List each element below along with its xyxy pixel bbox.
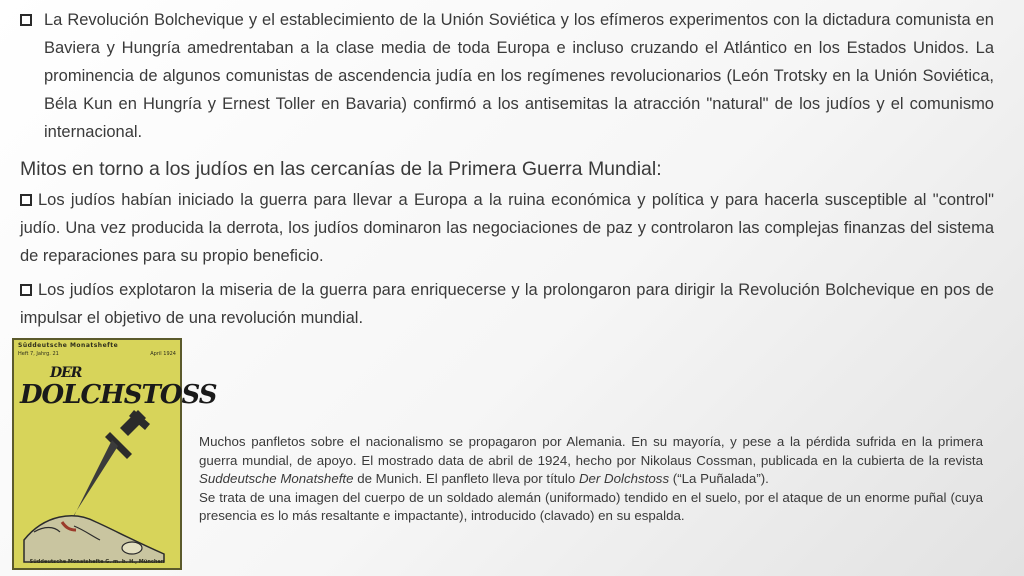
caption-text: (“La Puñalada”). <box>669 471 769 487</box>
paragraph-text: La Revolución Bolchevique y el establecimiento de la Unión Soviética y los efímeros experimentos con la dictadura comunista en Baviera y Hungría amedrentaban a la clase media de toda Europa e incluso cruzando el Atlántico en los Estados Unidos. La prominencia de algunos comunistas de ascendencia judía en los regímenes revolucionarios (León Trotsky en la Unión Soviética, Béla Kun en Hungría y Ernest Toller en Bavaria) confirmó a los antisemitas la atracción "natural" de los judíos y el comunismo internacional. <box>44 11 994 141</box>
image-caption <box>199 433 983 526</box>
poster-footer: Süddeutsche Monatshefte G. m. b. H., München <box>29 559 165 565</box>
paragraph-revolucion <box>20 6 994 146</box>
caption-magazine-title: Suddeutsche Monatshefte <box>199 471 354 487</box>
poster-title-main: DOLCHSTOSS <box>20 380 217 410</box>
caption-text: Muchos panfletos sobre el nacionalismo se propagaron por Alemania. En su mayoría, y pese a la pérdida sufrida en la primera guerra mundial, de apoyo. El mostrado data de abril de 1924, hecho por Nikolaus Cossman, publicada en la cubierta de la revista <box>199 434 983 468</box>
paragraph-text: Los judíos habían iniciado la guerra para llevar a Europa a la ruina económica y política y para hacerla susceptible al "control" judío. Una vez producida la derrota, los judíos dominaron las negociaciones de paz y controlaron las complejas finanzas del sistema de reparaciones para su propio beneficio. <box>20 191 994 265</box>
caption-text: de Munich. El panfleto lleva por título <box>353 471 579 487</box>
caption-paragraph-2: Se trata de una imagen del cuerpo de un soldado alemán (uniformado) tendido en el suelo, por el ataque de un enorme puñal (cuya presencia es lo más resaltante e impactante), introducido (clavado) en su espalda. <box>199 489 983 524</box>
checkbox-bullet-icon <box>20 284 32 296</box>
poster-title-small: DER <box>50 365 82 381</box>
poster-date: April 1924 <box>150 351 176 357</box>
caption-paragraph-1 <box>199 433 983 489</box>
paragraph-text: Los judíos explotaron la miseria de la guerra para enriquecerse y la prolongaron para dirigir la Revolución Bolchevique en pos de impulsar el objetivo de una revolución mundial. <box>20 281 994 327</box>
soldier-head <box>122 542 142 554</box>
checkbox-bullet-icon <box>20 194 32 206</box>
soldier-figure <box>24 516 164 562</box>
dagger-blade <box>66 440 118 526</box>
dolchstoss-poster-image <box>12 338 217 570</box>
dagger-illustration <box>14 340 184 572</box>
section-heading: Mitos en torno a los judíos en las cercanías de la Primera Guerra Mundial: <box>20 158 662 180</box>
poster-issue: Heft 7, Jahrg. 21 <box>18 351 59 357</box>
caption-pamphlet-title: Der Dolchstoss <box>578 471 670 487</box>
checkbox-bullet-icon <box>20 14 32 26</box>
paragraph-mito-miseria <box>20 276 994 332</box>
poster-masthead: Süddeutsche Monatshefte <box>18 342 119 349</box>
paragraph-mito-guerra <box>20 186 994 270</box>
